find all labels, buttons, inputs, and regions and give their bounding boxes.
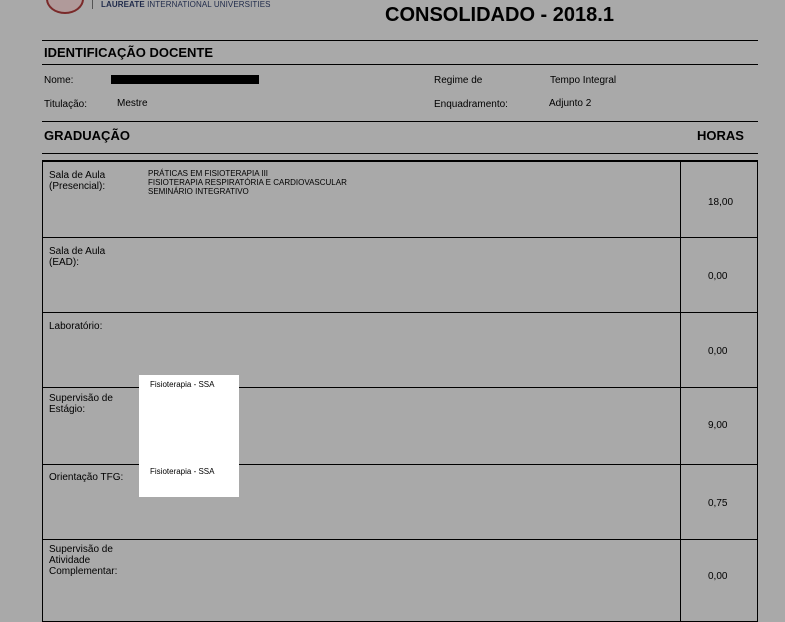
divider — [42, 121, 758, 122]
course-item: FISIOTERAPIA RESPIRATÓRIA E CARDIOVASCULAR — [148, 178, 347, 187]
hours-header: HORAS — [697, 128, 744, 143]
row-label: Supervisão de Estágio: — [49, 393, 113, 415]
row-label: Orientação TFG: — [49, 472, 124, 483]
course-list — [148, 169, 347, 196]
regime-value: Tempo Integral — [550, 75, 617, 86]
document-title: CONSOLIDADO - 2018.1 — [385, 4, 614, 26]
row-label: Laboratório: — [49, 321, 103, 332]
row-label: Sala de Aula (EAD): — [49, 246, 106, 268]
row-hours: 0,00 — [708, 346, 728, 357]
table-row-sala-presencial — [43, 161, 757, 238]
row-hours: 9,00 — [708, 420, 728, 431]
row-hours: 0,75 — [708, 498, 728, 509]
logo-divider — [92, 0, 93, 9]
course-item: PRÁTICAS EM FISIOTERAPIA III — [148, 169, 269, 178]
enquadramento-value: Adjunto 2 — [549, 98, 592, 109]
redacted-name — [111, 75, 259, 84]
titulacao-label: Titulação: — [44, 99, 87, 110]
regime-label: Regime de — [434, 75, 483, 86]
section-title-graduacao: GRADUAÇÃO — [44, 128, 130, 143]
course-item: SEMINÁRIO INTEGRATIVO — [148, 187, 249, 196]
divider — [42, 40, 758, 41]
course-item: Fisioterapia - SSA — [150, 467, 215, 476]
row-label: Supervisão de Atividade Complementar: — [49, 544, 118, 577]
divider — [42, 64, 758, 65]
row-hours: 18,00 — [708, 197, 734, 208]
course-box — [139, 462, 239, 497]
course-item: Fisioterapia - SSA — [150, 380, 215, 389]
table-row-sala-ead — [43, 237, 757, 313]
row-label: Sala de Aula (Presencial): — [49, 170, 106, 192]
section-title-identificacao: IDENTIFICAÇÃO DOCENTE — [44, 45, 213, 60]
table-row-supervisao-atividade — [43, 539, 757, 622]
nome-label: Nome: — [44, 75, 74, 86]
row-hours: 0,00 — [708, 271, 728, 282]
row-hours: 0,00 — [708, 571, 728, 582]
laureate-logo: LAUREATE INTERNATIONAL UNIVERSITIES — [101, 0, 271, 9]
titulacao-value: Mestre — [117, 98, 148, 109]
university-seal-logo — [46, 0, 84, 14]
divider — [42, 153, 758, 154]
enquadramento-label: Enquadramento: — [434, 99, 508, 110]
